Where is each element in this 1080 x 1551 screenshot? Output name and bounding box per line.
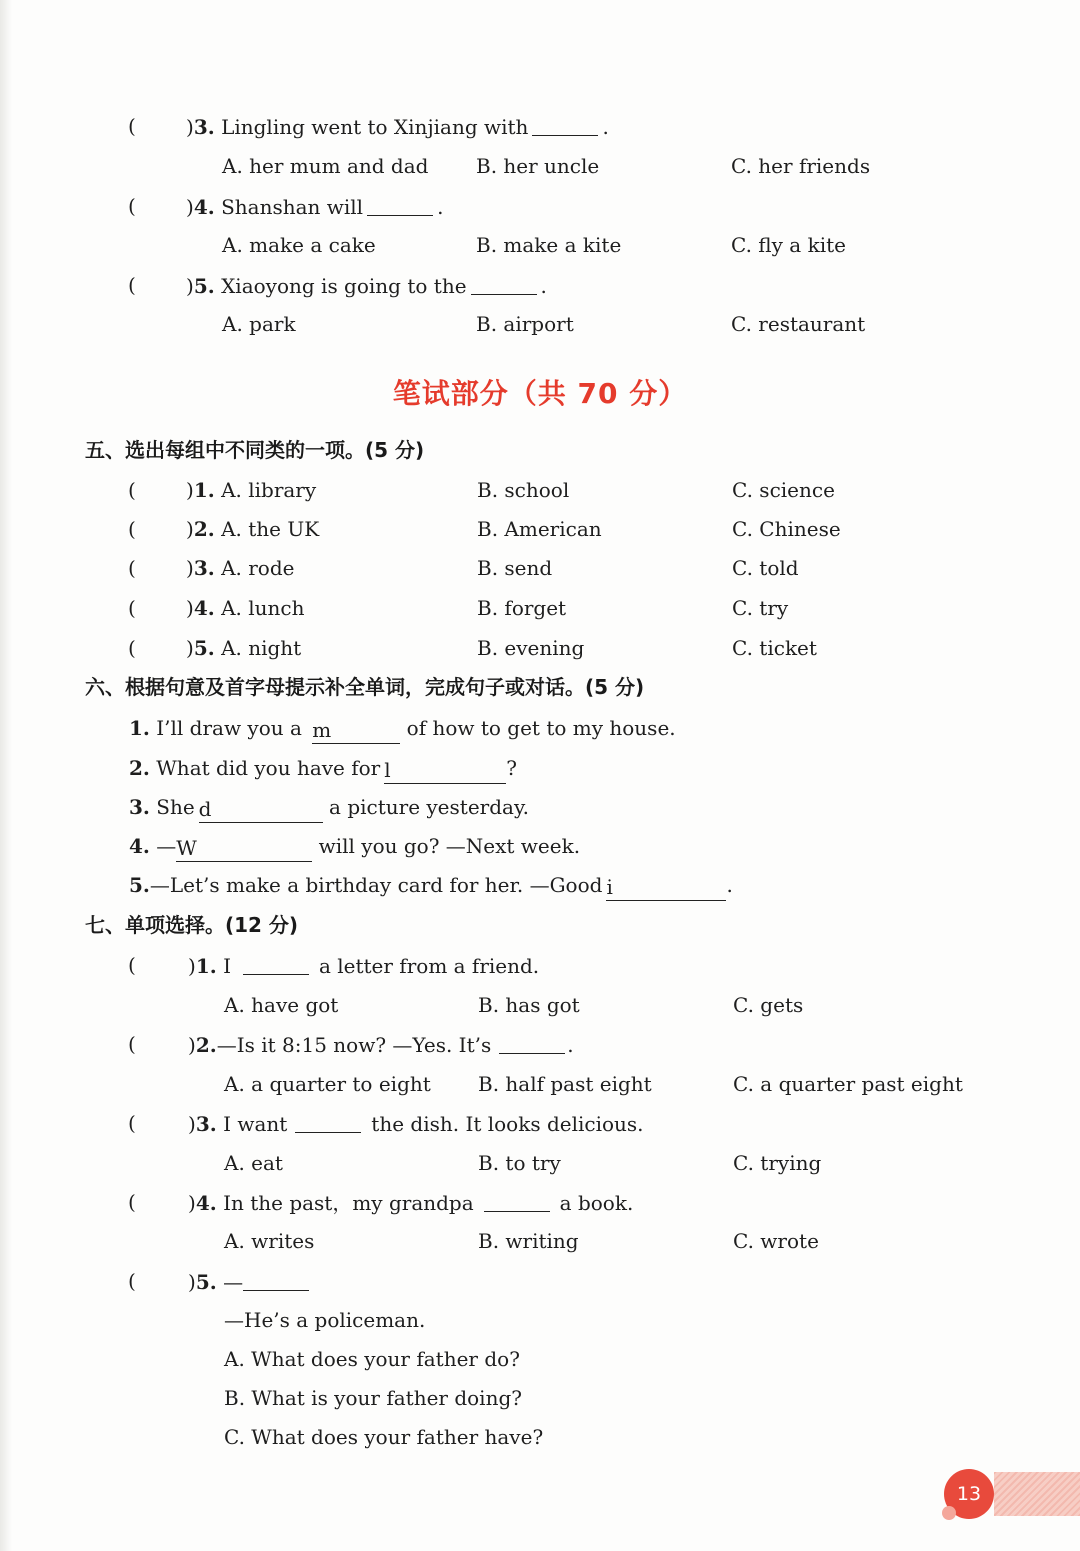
option-c: C. wrote (733, 1229, 819, 1253)
answer-paren[interactable]: ( (128, 478, 136, 502)
option-c: C. trying (733, 1151, 822, 1175)
answer-paren[interactable]: ( (128, 1269, 136, 1293)
option-c: C. try (732, 596, 789, 620)
scan-edge-shadow (0, 0, 12, 1551)
s6-item-5: 5.—Let’s make a birthday card for her. —Good i . (129, 873, 733, 899)
option-b: B. has got (478, 993, 580, 1017)
option-c: C. gets (733, 993, 804, 1017)
question-3: )3. Lingling went to Xinjiang with . (186, 115, 609, 139)
s7-question-5: )5. — (188, 1268, 309, 1295)
option-c: C. science (732, 478, 835, 502)
option-c: C. ticket (732, 636, 817, 660)
option-b: B. airport (476, 312, 574, 336)
option-a: A. writes (224, 1229, 315, 1253)
option-a: A. have got (224, 993, 339, 1017)
question-5: )5. Xiaoyong is going to the . (186, 274, 547, 298)
s5-row-2: )2. A. the UK (186, 517, 320, 541)
answer-paren[interactable]: ( (128, 194, 136, 218)
s5-row-1: )1. A. library (186, 478, 317, 502)
section-7-heading: 七、单项选择。(12 分) (85, 913, 299, 937)
option-b: B. writing (478, 1229, 579, 1253)
option-c: C. fly a kite (731, 233, 846, 257)
written-part-title: 笔试部分（共 70 分） (392, 377, 688, 410)
answer-paren[interactable]: ( (128, 1190, 136, 1214)
dialogue-reply: —He’s a policeman. (224, 1308, 426, 1332)
option-b: B. American (477, 517, 602, 541)
s6-item-2: 2. What did you have for l ? (129, 756, 517, 782)
answer-paren[interactable]: ( (128, 556, 136, 580)
answer-paren[interactable]: ( (128, 1111, 136, 1135)
option-c: C. her friends (731, 154, 871, 178)
page-number: 13 (944, 1469, 994, 1519)
s5-row-4: )4. A. lunch (186, 596, 305, 620)
answer-paren[interactable]: ( (128, 273, 136, 297)
fill-blank[interactable]: m (312, 717, 400, 744)
option-a: A. What does your father do? (224, 1347, 520, 1371)
answer-paren[interactable]: ( (128, 114, 136, 138)
option-b: B. to try (478, 1151, 561, 1175)
option-b: B. What is your father doing? (224, 1386, 522, 1410)
answer-paren[interactable]: ( (128, 1032, 136, 1056)
option-b: B. half past eight (478, 1072, 652, 1096)
s7-question-4: )4. In the past，my grandpa a book. (188, 1191, 634, 1215)
option-b: B. her uncle (476, 154, 600, 178)
option-b: B. forget (477, 596, 567, 620)
option-c: C. Chinese (732, 517, 841, 541)
s6-item-1: 1. I’ll draw you a m of how to get to my house. (129, 716, 676, 742)
option-a: A. a quarter to eight (224, 1072, 431, 1096)
option-c: C. restaurant (731, 312, 866, 336)
s6-item-3: 3. She d a picture yesterday. (129, 795, 529, 821)
page-badge-dot (942, 1506, 956, 1520)
answer-paren[interactable]: ( (128, 636, 136, 660)
s7-question-1: )1. I a letter from a friend. (188, 954, 540, 978)
s5-row-3: )3. A. rode (186, 556, 295, 580)
option-c: C. a quarter past eight (733, 1072, 963, 1096)
fill-blank[interactable]: W (176, 835, 312, 862)
page-number-strip (994, 1472, 1080, 1516)
option-c: C. What does your father have? (224, 1425, 544, 1449)
option-c: C. told (732, 556, 799, 580)
fill-blank[interactable]: d (199, 796, 323, 823)
answer-paren[interactable]: ( (128, 517, 136, 541)
option-a: A. make a cake (222, 233, 376, 257)
s7-question-3: )3. I want the dish. It looks delicious. (188, 1112, 644, 1136)
option-b: B. make a kite (476, 233, 622, 257)
option-a: A. park (222, 312, 296, 336)
question-4: )4. Shanshan will . (186, 195, 444, 219)
s6-item-4: 4. —W will you go? —Next week. (129, 834, 581, 860)
fill-blank[interactable]: i (606, 874, 726, 901)
option-b: B. evening (477, 636, 585, 660)
answer-paren[interactable]: ( (128, 596, 136, 620)
option-b: B. send (477, 556, 553, 580)
fill-blank[interactable]: l (384, 757, 506, 784)
answer-paren[interactable]: ( (128, 953, 136, 977)
option-a: A. her mum and dad (222, 154, 429, 178)
s5-row-5: )5. A. night (186, 636, 302, 660)
option-a: A. eat (224, 1151, 283, 1175)
option-b: B. school (477, 478, 570, 502)
section-6-heading: 六、根据句意及首字母提示补全单词，完成句子或对话。(5 分) (85, 675, 645, 699)
section-5-heading: 五、选出每组中不同类的一项。(5 分) (85, 438, 425, 462)
s7-question-2: )2.—Is it 8:15 now? —Yes. It’s . (188, 1033, 574, 1057)
